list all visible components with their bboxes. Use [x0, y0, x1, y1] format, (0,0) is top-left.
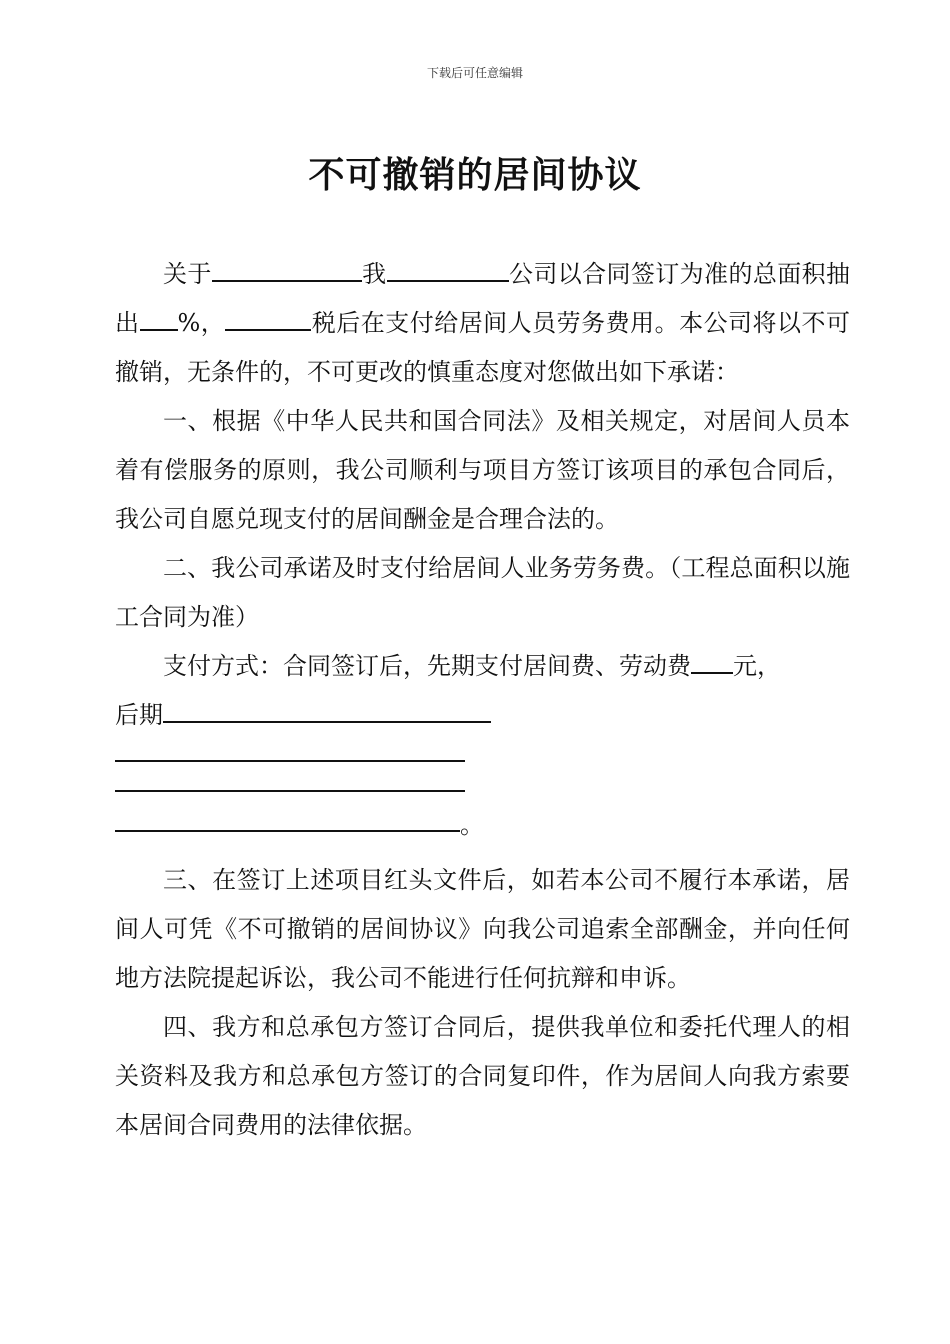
payment-text-3: 后期 [115, 701, 163, 729]
later-payment-blank[interactable] [163, 699, 491, 723]
advance-fee-blank[interactable] [691, 650, 733, 674]
intro-text-4: %， [177, 309, 226, 337]
fill-line-3[interactable] [115, 800, 850, 840]
intro-text-1: 关于 [163, 260, 212, 288]
page-header: 下载后可任意编辑 [426, 66, 523, 80]
intro-text-3: 公司以合同签订为准的总面积抽出 [115, 260, 851, 337]
fill-line-3-rule [115, 830, 460, 832]
percent-blank[interactable] [140, 307, 178, 331]
project-name-blank[interactable] [212, 258, 362, 282]
document-title: 不可撤销的居间协议 [308, 155, 642, 196]
company-name-blank[interactable] [387, 258, 509, 282]
fill-line-2-rule [115, 790, 465, 792]
later-payment-line [115, 691, 850, 740]
intro-text-2: 我 [361, 260, 387, 288]
document-body [115, 250, 850, 1150]
payment-paragraph [115, 642, 850, 691]
end-period: 。 [460, 811, 484, 839]
fill-line-1-rule [115, 760, 465, 762]
clause-1: 一、根据《中华人民共和国合同法》及相关规定，对居间人员本着有偿服务的原则，我公司顺利与项目方签订该项目的承包合同后，我公司自愿兑现支付的居间酬金是合理合法的。 [115, 407, 850, 533]
clause-4: 四、我方和总承包方签订合同后，提供我单位和委托代理人的相关资料及我方和总承包方签订的合同复印件，作为居间人向我方索要本居间合同费用的法律依据。 [115, 1013, 850, 1139]
clause-3: 三、在签订上述项目红头文件后，如若本公司不履行本承诺，居间人可凭《不可撤销的居间协议》向我公司追索全部酬金，并向任何地方法院提起诉讼，我公司不能进行任何抗辩和申诉。 [115, 866, 850, 992]
payment-text-2: 元， [733, 652, 781, 680]
intro-text-5: 税后在支付给居间人员劳务费用。本公司将以不可撤销，无条件的，不可更改的慎重态度对您做出如下承诺： [115, 309, 851, 386]
fill-line-2[interactable] [115, 770, 850, 800]
intro-paragraph [115, 250, 850, 397]
payment-text-1: 支付方式：合同签订后，先期支付居间费、劳动费 [163, 652, 691, 680]
clause-2: 二、我公司承诺及时支付给居间人业务劳务费。（工程总面积以施工合同为准） [115, 554, 850, 631]
amount-blank[interactable] [225, 307, 311, 331]
fill-line-1[interactable] [115, 740, 850, 770]
